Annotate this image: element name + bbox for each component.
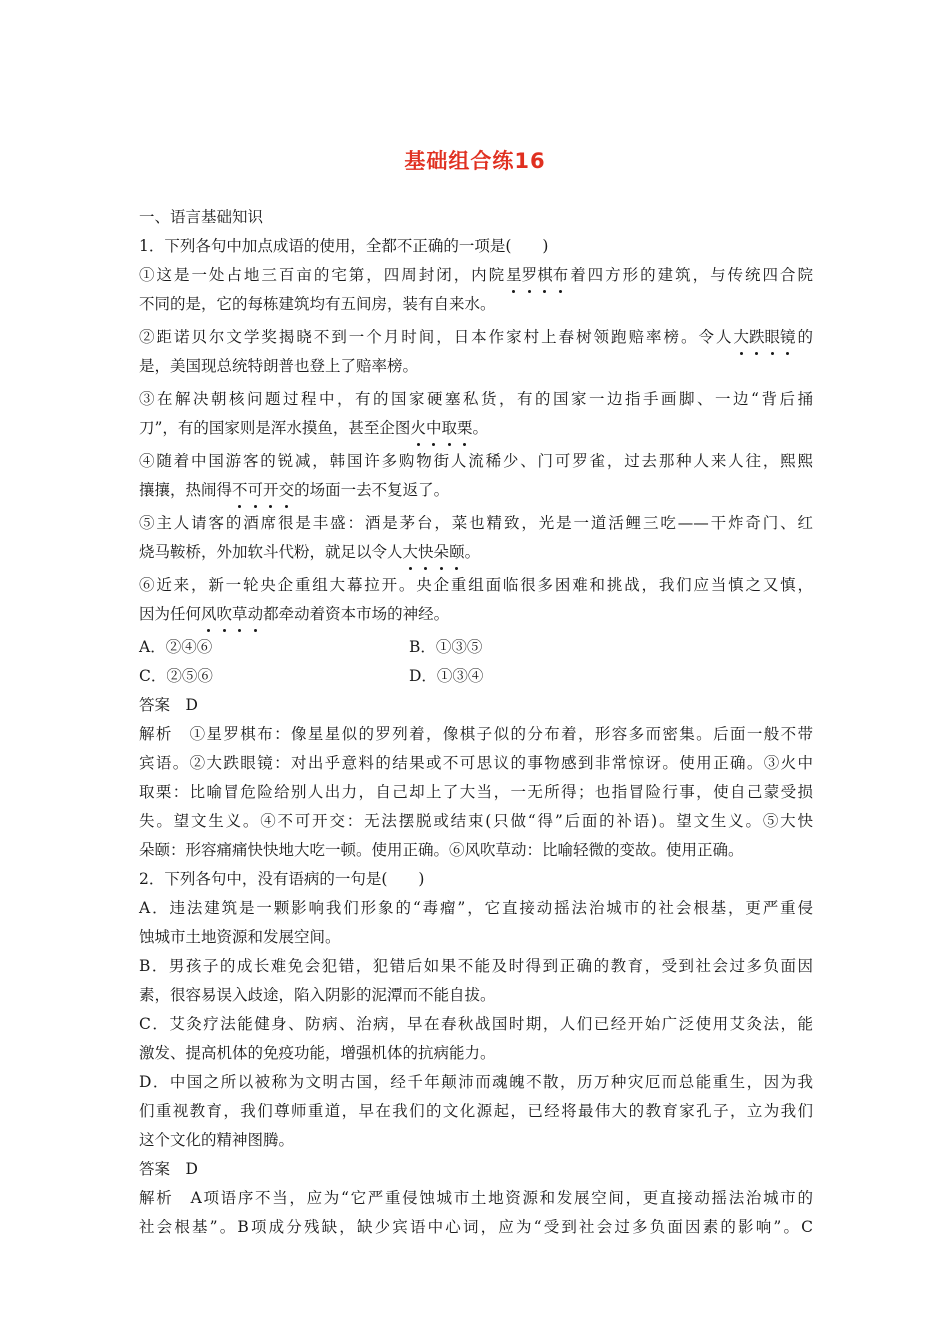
q1-sentence-6: ⑥近来，新一轮央企重组大幕拉开。央企重组面临很多困难和挑战，我们应当慎之又慎， — [139, 576, 813, 594]
emphasized-idiom: 大跌眼镜 — [733, 328, 795, 346]
q1-analysis-line: 解析 ①星罗棋布：像星星似的罗列着，像棋子似的分布着，形容多而密集。后面一般不带 — [139, 725, 813, 743]
q2-option-b-cont: 素，很容易误入歧途，陷入阴影的泥潭而不能自拔。 — [139, 986, 496, 1004]
q2-option-d-cont: 们重视教育，我们尊师重道，早在我们的文化源起，已经将最伟大的教育家孔子，立为我们 — [139, 1102, 813, 1120]
q2-option-c-cont: 激发、提高机体的免疫功能，增强机体的抗病能力。 — [139, 1044, 496, 1062]
q2-option-a-cont: 蚀城市土地资源和发展空间。 — [139, 928, 341, 946]
q1-sentence-5: ⑤主人请客的酒席很是丰盛：酒是茅台，菜也精致，光是一道活鲤三吃——干炸奇门、红 — [139, 514, 813, 532]
emphasized-idiom: 大快朵颐 — [403, 543, 465, 561]
page-title: 基础组合练16 — [404, 149, 546, 173]
q1-analysis-line: 失。望文生义。④不可开交：无法摆脱或结束(只做“得”后面的补语)。望文生义。⑤大快 — [139, 812, 813, 830]
q1-analysis-line: 取栗：比喻冒危险给别人出力，自己却上了大当，一无所得；也指冒险行事，使自己蒙受损 — [139, 783, 813, 801]
q1-sentence-3: ③在解决朝核问题过程中，有的国家硬塞私货，有的国家一边指手画脚、一边“背后捅 — [139, 390, 813, 408]
option-b: B．①③⑤ — [409, 638, 483, 656]
q1-sentence-1-cont: 不同的是，它的每栋建筑均有五间房，装有自来水。 — [139, 295, 496, 313]
option-a: A．②④⑥ — [139, 638, 213, 656]
q1-analysis-line: 朵颐：形容痛痛快快地大吃一顿。使用正确。⑥风吹草动：比喻轻微的变故。使用正确。 — [139, 841, 744, 859]
emphasized-idiom: 不可开交 — [232, 481, 294, 499]
q2-option-a: A．违法建筑是一颗影响我们形象的“毒瘤”，它直接动摇法治城市的社会根基，更严重侵 — [139, 899, 813, 917]
option-d: D．①③④ — [409, 667, 484, 685]
q1-answer: 答案 D — [139, 696, 198, 714]
q1-options-row-2 — [139, 662, 813, 691]
document-body — [139, 203, 813, 1242]
q2-answer: 答案 D — [139, 1160, 198, 1178]
q2-option-d-cont: 这个文化的精神图腾。 — [139, 1131, 295, 1149]
q1-sentence-1: ①这是一处占地三百亩的宅第，四周封闭，内院星罗棋布着四方形的建筑，与传统四合院 — [139, 261, 813, 290]
q1-sentence-6-cont: 因为任何风吹草动都牵动着资本市场的神经。 — [139, 600, 813, 629]
q1-analysis-line: 宾语。②大跌眼镜：对出乎意料的结果或不可思议的事物感到非常惊讶。使用正确。③火中 — [139, 754, 813, 772]
q2-option-d: D．中国之所以被称为文明古国，经千年颠沛而魂魄不散，历万种灾厄而总能重生，因为我 — [139, 1073, 813, 1091]
q2-analysis-line: 解析 A项语序不当，应为“它严重侵蚀城市土地资源和发展空间，更直接动摇法治城市的 — [139, 1189, 813, 1207]
emphasized-idiom: 星罗棋布 — [506, 266, 568, 284]
q1-options-row-1 — [139, 633, 813, 662]
emphasized-idiom: 火中取栗 — [410, 419, 472, 437]
q1-sentence-2-cont: 是，美国现总统特朗普也登上了赔率榜。 — [139, 357, 419, 375]
q1-sentence-4-cont: 攘攘，热闹得不可开交的场面一去不复返了。 — [139, 476, 813, 505]
q2-option-b: B．男孩子的成长难免会犯错，犯错后如果不能及时得到正确的教育，受到社会过多负面因 — [139, 957, 813, 975]
q2-option-c: C．艾灸疗法能健身、防病、治病，早在春秋战国时期，人们已经开始广泛使用艾灸法，能 — [139, 1015, 813, 1033]
q1-sentence-5-cont: 烧马鞍桥，外加软斗代粉，就足以令人大快朵颐。 — [139, 538, 813, 567]
q2-analysis-line: 社会根基”。B项成分残缺，缺少宾语中心词，应为“受到社会过多负面因素的影响”。C — [139, 1218, 813, 1236]
emphasized-idiom: 风吹草动 — [201, 605, 263, 623]
q1-sentence-3-cont: 刀”，有的国家则是浑水摸鱼，甚至企图火中取栗。 — [139, 414, 813, 443]
option-c: C．②⑤⑥ — [139, 667, 213, 685]
question-1-stem: 1．下列各句中加点成语的使用，全都不正确的一项是( ) — [139, 237, 549, 255]
q1-sentence-2: ②距诺贝尔文学奖揭晓不到一个月时间，日本作家村上春树领跑赔率榜。令人大跌眼镜的 — [139, 323, 813, 352]
question-2-stem: 2．下列各句中，没有语病的一句是( ) — [139, 870, 425, 888]
section-heading: 一、语言基础知识 — [139, 208, 264, 226]
q1-sentence-4: ④随着中国游客的锐减，韩国许多购物街人流稀少、门可罗雀，过去那种人来人往，熙熙 — [139, 452, 813, 470]
